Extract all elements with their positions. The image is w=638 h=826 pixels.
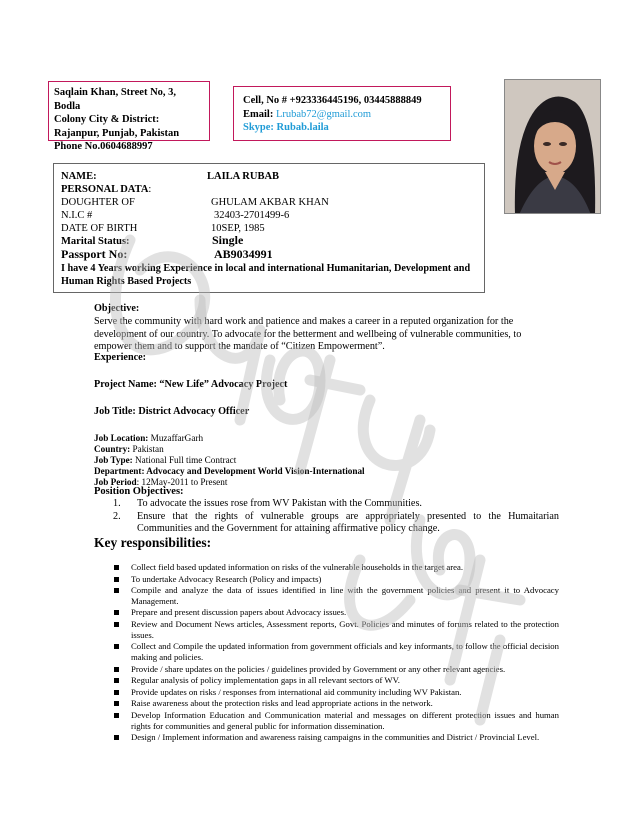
address-line-3: Rajanpur, Punjab, Pakistan xyxy=(54,127,180,139)
profile-photo xyxy=(504,79,601,214)
job-title: Job Title: District Advocacy Officer xyxy=(94,406,250,417)
list-item: Compile and analyze the data of issues identified in line with the government policies and present it to Advocacy Management. xyxy=(113,585,559,607)
email-row xyxy=(243,108,441,122)
father-value: GHULAM AKBAR KHAN xyxy=(211,197,329,208)
responsibilities-list xyxy=(113,562,559,744)
experience-heading: Experience: xyxy=(94,352,147,363)
list-item: Provide updates on risks / responses from international aid community including WV Pakistan. xyxy=(113,687,559,698)
cell-number: Cell, No # +923336445196, 03445888849 xyxy=(243,95,422,106)
address-line-2: Colony City & District: xyxy=(54,114,160,125)
list-item: Develop Information Education and Communication material and messages on different protection issues and human rights for communities and general public for information dissemination. xyxy=(113,710,559,732)
list-item: Review and Document News articles, Assessment reports, Govt. Policies and minutes of forums related to the protection issues. xyxy=(113,619,559,641)
phone-number: Phone No.0604688997 xyxy=(54,141,153,152)
list-item: Design / Implement information and awareness raising campaigns in the communities and District / Provincial Level. xyxy=(113,732,559,743)
objective-text: Serve the community with hard work and patience and makes a career in a reputed organization for the development of our country. To advocate for the betterment and wellbeing of vulnerable communities, to empower them and to support the mandate of “Citizen Empowerment”. xyxy=(94,316,522,353)
name-value: LAILA RUBAB xyxy=(207,171,280,182)
marital-label: Marital Status: xyxy=(61,236,130,247)
job-country: Country: Pakistan xyxy=(94,444,164,454)
list-item: Collect field based updated information on risks of the vulnerable households in the target area. xyxy=(113,562,559,573)
job-period: Job Period: 12May-2011 to Present xyxy=(94,477,228,487)
personal-data-box xyxy=(53,163,485,293)
list-item: 1. To advocate the issues rose from WV Pakistan with the Communities. xyxy=(113,498,422,509)
nic-value: 32403-2701499-6 xyxy=(214,210,290,221)
list-item: Collect and Compile the updated information from government officials and key informants, to follow the official decision making and policies. xyxy=(113,641,559,663)
position-objectives-heading: Position Objectives: xyxy=(94,486,184,497)
position-objectives-list xyxy=(113,498,559,536)
dob-label: DATE OF BIRTH xyxy=(61,223,138,234)
experience-summary: I have 4 Years working Experience in local and international Humanitarian, Development and Human Rights Based Projects xyxy=(61,263,471,287)
list-item: Regular analysis of policy implementation gaps in all relevant sectors of WV. xyxy=(113,675,559,686)
key-responsibilities-heading: Key responsibilities: xyxy=(94,535,212,550)
job-location: Job Location: MuzaffarGarh xyxy=(94,433,204,443)
email-label: Email: xyxy=(243,108,276,120)
list-item: 2. Ensure that the rights of vulnerable groups are appropriately presented to the Humaitarian Communities and the Government for attaining affirmative policy change. xyxy=(113,510,559,535)
passport-label: Passport No: xyxy=(61,247,128,261)
list-item: Raise awareness about the protection risks and lead appropriate actions in the network. xyxy=(113,698,559,709)
email-link[interactable]: Lrubab72@gmail.com xyxy=(275,108,372,120)
address-box xyxy=(48,81,210,152)
project-name: Project Name: “New Life” Advocacy Project xyxy=(94,379,288,390)
nic-label: N.I.C # xyxy=(61,210,93,221)
dob-value: 10SEP, 1985 xyxy=(211,223,265,234)
list-item: Prepare and present discussion papers about Advocacy issues. xyxy=(113,607,559,618)
name-label: NAME: xyxy=(61,171,97,182)
list-item: To undertake Advocacy Research (Policy and impacts) xyxy=(113,574,559,585)
job-department: Department: Advocacy and Development World Vision-International xyxy=(94,466,365,476)
job-type: Job Type: National Full time Contract xyxy=(94,455,237,465)
skype-id: Skype: Rubab.laila xyxy=(243,122,329,133)
contact-box xyxy=(233,86,451,141)
personal-data-heading: PERSONAL DATA: xyxy=(61,184,152,195)
list-item: Provide / share updates on the policies / guidelines provided by Government or any other relevant agencies. xyxy=(113,664,559,675)
address-line-1: Saqlain Khan, Street No, 3, Bodla xyxy=(54,87,177,112)
objective-heading: Objective: xyxy=(94,303,140,314)
marital-value: Single xyxy=(212,233,244,247)
passport-value: AB9034991 xyxy=(214,247,273,261)
father-label: DOUGHTER OF xyxy=(61,197,135,208)
